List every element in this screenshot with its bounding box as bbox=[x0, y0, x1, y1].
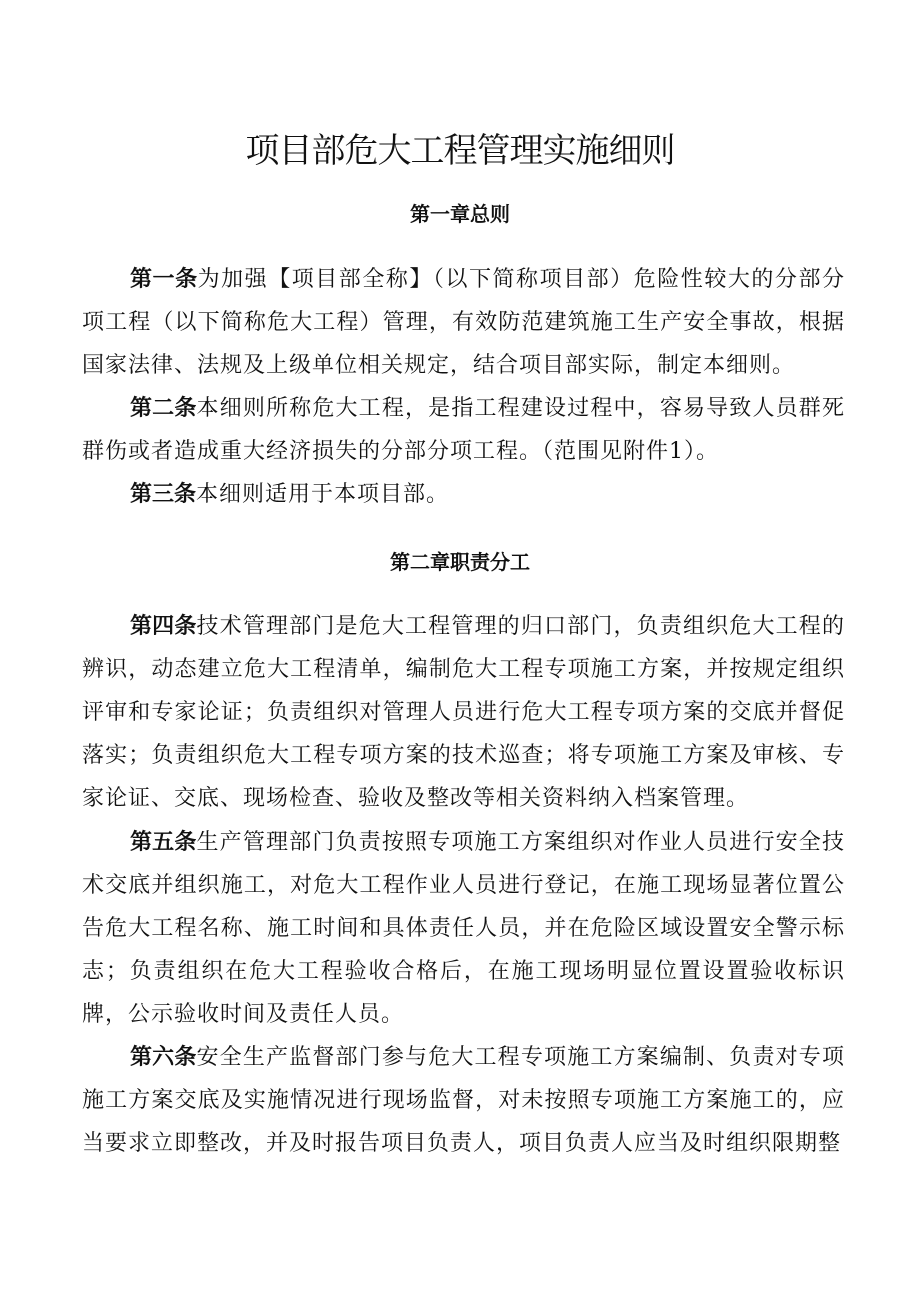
article-text: 本细则适用于本项目部。 bbox=[196, 482, 450, 507]
article-4 bbox=[82, 605, 845, 820]
article-text: 为加强【项目部全称】（以下简称项目部）危险性较大的分部分项工程（以下简称危大工程）管理，有效防范建筑施工生产安全事故，根据国家法律、法规及上级单位相关规定，结合项目部实际，制定本细则。 bbox=[82, 267, 845, 378]
article-text: 安全生产监督部门参与危大工程专项施工方案编制、负责对专项施工方案交底及实施情况进行现场监督，对未按照专项施工方案施工的，应当要求立即整改，并及时报告项目负责人，项目负责人应当及时组织限期整 bbox=[82, 1045, 845, 1156]
article-1 bbox=[82, 258, 845, 387]
article-label: 第三条 bbox=[130, 482, 197, 507]
article-label: 第二条 bbox=[130, 396, 197, 421]
article-5 bbox=[82, 821, 845, 1036]
article-text: 本细则所称危大工程，是指工程建设过程中，容易导致人员群死群伤或者造成重大经济损失的分部分项工程。（范围见附件1）。 bbox=[82, 396, 845, 464]
chapter-heading-1: 第一章总则 bbox=[410, 202, 510, 226]
article-text: 生产管理部门负责按照专项施工方案组织对作业人员进行安全技术交底并组织施工，对危大工程作业人员进行登记，在施工现场显著位置公告危大工程名称、施工时间和具体责任人员，并在危险区域设置安全警示标志；负责组织在危大工程验收合格后，在施工现场明显位置设置验收标识牌，公示验收时间及责任人员。 bbox=[82, 830, 845, 1027]
article-text: 技术管理部门是危大工程管理的归口部门，负责组织危大工程的辨识，动态建立危大工程清单，编制危大工程专项施工方案，并按规定组织评审和专家论证；负责组织对管理人员进行危大工程专项方案的交底并督促落实；负责组织危大工程专项方案的技术巡查；将专项施工方案及审核、专家论证、交底、现场检查、验收及整改等相关资料纳入档案管理。 bbox=[82, 614, 845, 811]
article-2 bbox=[82, 387, 845, 473]
article-label: 第四条 bbox=[130, 614, 197, 639]
article-label: 第六条 bbox=[130, 1045, 197, 1070]
article-label: 第一条 bbox=[130, 267, 198, 292]
document-title: 项目部危大工程管理实施细则 bbox=[245, 131, 675, 171]
article-label: 第五条 bbox=[130, 830, 197, 855]
chapter-heading-2: 第二章职责分工 bbox=[390, 550, 530, 574]
article-3 bbox=[82, 473, 845, 516]
article-6 bbox=[82, 1036, 845, 1165]
